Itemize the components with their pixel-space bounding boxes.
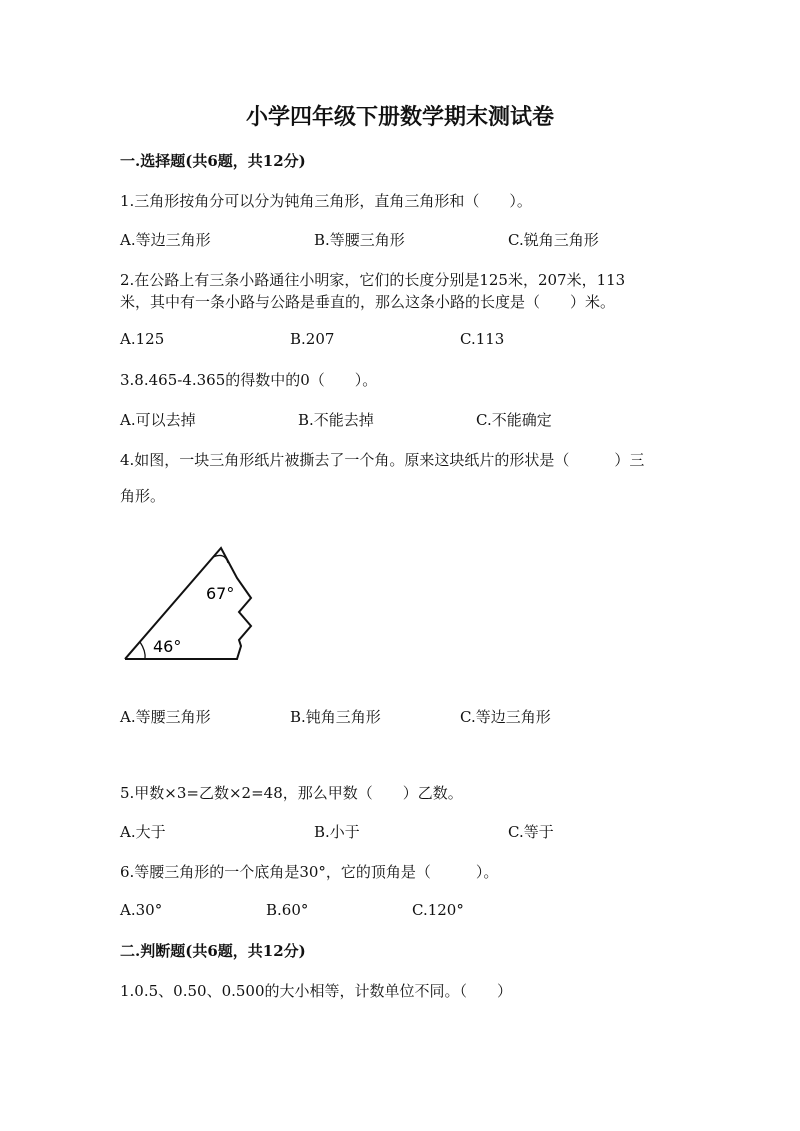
angle-arc-left <box>140 642 145 659</box>
question-4-option-c: C.等边三角形 <box>460 708 551 726</box>
question-4-option-a: A.等腰三角形 <box>120 708 211 726</box>
question-4-option-b: B.钝角三角形 <box>290 708 381 726</box>
question-4-text-line-1: 4.如图，一块三角形纸片被撕去了一个角。原来这块纸片的形状是（ ）三 <box>120 451 645 469</box>
question-1-text: 1.三角形按角分可以分为钝角三角形，直角三角形和（ ）。 <box>120 192 532 210</box>
question-3-option-b: B.不能去掉 <box>298 411 374 429</box>
question-6-option-b: B.60° <box>266 901 309 919</box>
page-title: 小学四年级下册数学期末测试卷 <box>245 104 554 130</box>
question-3-option-a: A.可以去掉 <box>120 411 196 429</box>
question-6-option-a: A.30° <box>120 901 163 919</box>
question-5-option-b: B.小于 <box>314 823 360 841</box>
question-2-text-line-2: 米，其中有一条小路与公路是垂直的，那么这条小路的长度是（ ）米。 <box>120 293 616 311</box>
question-2-option-b: B.207 <box>290 330 335 348</box>
question-5-text: 5.甲数×3=乙数×2=48，那么甲数（ ）乙数。 <box>120 784 463 802</box>
judgment-question-1-text: 1.0.5、0.50、0.500的大小相等，计数单位不同。（ ） <box>120 982 513 1000</box>
question-5-option-c: C.等于 <box>508 823 554 841</box>
question-4-text-line-2: 角形。 <box>120 487 166 505</box>
question-2-text-line-1: 2.在公路上有三条小路通往小明家，它们的长度分别是125米，207米，113 <box>120 271 626 289</box>
angle-label-67: 67° <box>206 584 235 603</box>
question-2-option-a: A.125 <box>120 330 165 348</box>
question-3-option-c: C.不能确定 <box>476 411 552 429</box>
question-5-option-a: A.大于 <box>120 823 166 841</box>
question-1-option-a: A.等边三角形 <box>120 231 211 249</box>
angle-label-46: 46° <box>153 637 182 656</box>
question-1-option-b: B.等腰三角形 <box>314 231 405 249</box>
question-2-option-c: C.113 <box>460 330 505 348</box>
question-1-option-c: C.锐角三角形 <box>508 231 599 249</box>
torn-triangle-figure <box>118 540 268 665</box>
question-6-text: 6.等腰三角形的一个底角是30°，它的顶角是（ ）。 <box>120 863 499 881</box>
torn-triangle-shape <box>125 548 251 659</box>
question-3-text: 3.8.465-4.365的得数中的0（ ）。 <box>120 371 378 389</box>
question-6-option-c: C.120° <box>412 901 464 919</box>
section-heading-judgment: 二.判断题(共6题，共12分) <box>120 942 306 960</box>
section-heading-choice: 一.选择题(共6题，共12分) <box>120 152 306 170</box>
